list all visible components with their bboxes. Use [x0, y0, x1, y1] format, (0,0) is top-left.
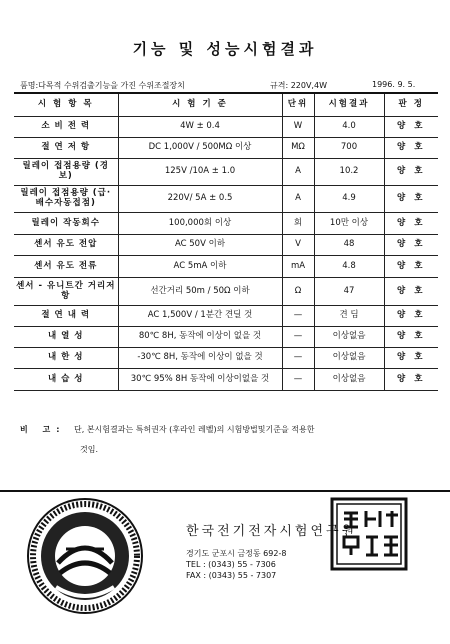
row-unit-cell: 회 — [282, 213, 314, 235]
row-criteria-cell: 4W ± 0.4 — [118, 117, 282, 138]
header-item: 시 험 항 목 — [14, 93, 118, 117]
row-item-cell: 센서 유도 전류 — [14, 256, 118, 278]
row-result-cell: 4.8 — [314, 256, 384, 278]
row-result-cell: 4.0 — [314, 117, 384, 138]
header-unit: 단위 — [282, 93, 314, 117]
table-row — [14, 369, 438, 391]
row-unit-cell: — — [282, 348, 314, 369]
row-criteria-cell: AC 5mA 이하 — [118, 256, 282, 278]
row-item-cell: 소 비 전 력 — [14, 117, 118, 138]
row-result-cell: 47 — [314, 278, 384, 306]
table-row — [14, 159, 438, 186]
row-judgement-cell: 양 호 — [384, 306, 438, 327]
header-judgement: 판 정 — [384, 93, 438, 117]
table-row — [14, 213, 438, 235]
row-unit-cell: A — [282, 159, 314, 186]
row-criteria-cell: 30℃ 95% 8H 동작에 이상이없을 것 — [118, 369, 282, 391]
row-unit-cell: — — [282, 369, 314, 391]
row-judgement-cell: 양 호 — [384, 348, 438, 369]
table-row — [14, 235, 438, 256]
remark-line-2: 것임. — [80, 445, 98, 454]
header-result: 시험결과 — [314, 93, 384, 117]
row-item-cell: 릴레이 작동회수 — [14, 213, 118, 235]
table-header-row — [14, 93, 438, 117]
table-row — [14, 186, 438, 213]
row-judgement-cell: 양 호 — [384, 278, 438, 306]
table-row — [14, 117, 438, 138]
row-criteria-cell: 80℃ 8H, 동작에 이상이 없을 것 — [118, 327, 282, 348]
row-unit-cell: A — [282, 186, 314, 213]
row-unit-cell: — — [282, 327, 314, 348]
document-title: 기능 및 성능시험결과 — [132, 40, 318, 58]
remark — [20, 420, 430, 460]
row-unit-cell: Ω — [282, 278, 314, 306]
row-judgement-cell: 양 호 — [384, 138, 438, 159]
table-row — [14, 138, 438, 159]
row-judgement-cell: 양 호 — [384, 235, 438, 256]
row-judgement-cell: 양 호 — [384, 186, 438, 213]
row-criteria-cell: AC 1,500V / 1분간 견딜 것 — [118, 306, 282, 327]
row-criteria-cell: -30℃ 8H, 동작에 이상이 없을 것 — [118, 348, 282, 369]
row-result-cell: 48 — [314, 235, 384, 256]
table-row — [14, 306, 438, 327]
test-date: 1996. 9. 5. — [372, 80, 416, 89]
row-unit-cell: W — [282, 117, 314, 138]
row-unit-cell: V — [282, 235, 314, 256]
footer-divider — [0, 490, 450, 492]
institute-contact — [186, 548, 286, 581]
header-criteria: 시 험 기 준 — [118, 93, 282, 117]
table-row — [14, 327, 438, 348]
row-criteria-cell: 선간거리 50m / 50Ω 이하 — [118, 278, 282, 306]
row-item-cell: 절 연 저 항 — [14, 138, 118, 159]
results-table — [14, 92, 438, 391]
row-result-cell: 10.2 — [314, 159, 384, 186]
row-criteria-cell: 220V/ 5A ± 0.5 — [118, 186, 282, 213]
row-criteria-cell: 100,000회 이상 — [118, 213, 282, 235]
table-row — [14, 278, 438, 306]
table-row — [14, 348, 438, 369]
row-item-cell: 릴레이 접점용량 (급·배수자동접점) — [14, 186, 118, 213]
institute-tel: TEL : (0343) 55 - 7306 — [186, 560, 276, 569]
row-item-cell: 릴레이 접점용량 (경 보) — [14, 159, 118, 186]
row-unit-cell: — — [282, 306, 314, 327]
row-result-cell: 이상없음 — [314, 327, 384, 348]
remark-line-1: 단, 본시험결과는 특허권자 (후라인 레벨)의 시험방법및기준을 적용한 — [74, 425, 315, 434]
row-criteria-cell: AC 50V 이하 — [118, 235, 282, 256]
row-judgement-cell: 양 호 — [384, 369, 438, 391]
row-item-cell: 내 습 성 — [14, 369, 118, 391]
row-judgement-cell: 양 호 — [384, 327, 438, 348]
institute-name: 한국전기전자시험연구원 — [186, 524, 358, 539]
row-result-cell: 견 딤 — [314, 306, 384, 327]
row-unit-cell: mA — [282, 256, 314, 278]
product-name: 품명:다목적 수위검출기능을 가진 수위조절장치 — [20, 81, 185, 90]
remark-label: 비 고: — [20, 425, 66, 434]
row-judgement-cell: 양 호 — [384, 159, 438, 186]
institute-emblem-seal — [26, 497, 144, 615]
row-result-cell: 4.9 — [314, 186, 384, 213]
row-result-cell: 이상없음 — [314, 348, 384, 369]
row-judgement-cell: 양 호 — [384, 213, 438, 235]
row-result-cell: 700 — [314, 138, 384, 159]
row-item-cell: 센서 유도 전압 — [14, 235, 118, 256]
row-result-cell: 10만 이상 — [314, 213, 384, 235]
row-item-cell: 절 연 내 력 — [14, 306, 118, 327]
institute-fax: FAX : (0343) 55 - 7307 — [186, 571, 277, 580]
row-item-cell: 센서 - 유니트간 거리저항 — [14, 278, 118, 306]
row-criteria-cell: 125V /10A ± 1.0 — [118, 159, 282, 186]
row-unit-cell: MΩ — [282, 138, 314, 159]
row-criteria-cell: DC 1,000V / 500MΩ 이상 — [118, 138, 282, 159]
row-judgement-cell: 양 호 — [384, 117, 438, 138]
table-row — [14, 256, 438, 278]
product-spec: 규격: 220V,4W — [270, 81, 327, 90]
row-item-cell: 내 열 성 — [14, 327, 118, 348]
row-judgement-cell: 양 호 — [384, 256, 438, 278]
row-item-cell: 내 한 성 — [14, 348, 118, 369]
institute-address: 경기도 군포시 금정동 692-8 — [186, 549, 287, 558]
row-result-cell: 이상없음 — [314, 369, 384, 391]
official-stamp-seal — [330, 497, 408, 571]
